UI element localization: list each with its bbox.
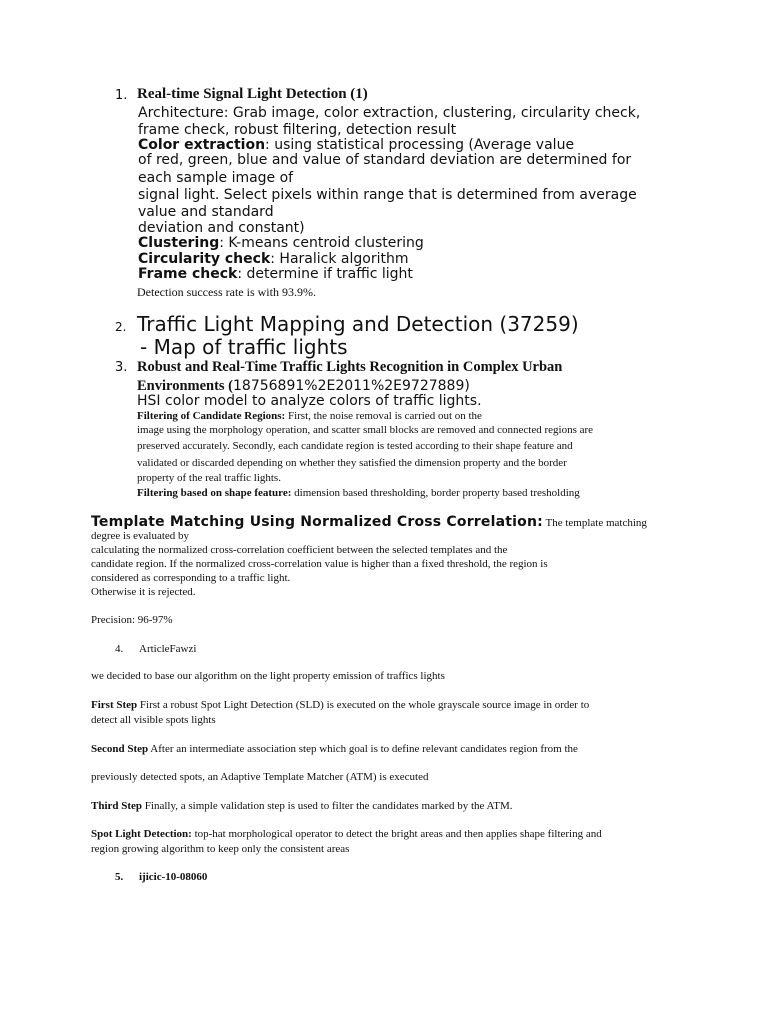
item-5-title: ijicic-10-08060 <box>139 871 208 883</box>
item-3-number: 3. <box>115 360 128 375</box>
item-1-number: 1. <box>115 88 128 103</box>
second-step: Second Step After an intermediate association step which goal is to define relevant candidates region from the <box>91 743 578 755</box>
item-3-filtering-line-4: validated or discarded depending on whether they satisfied the dimension property and the border <box>137 457 567 469</box>
item-1-clustering: Clustering: K-means centroid clustering <box>138 235 424 251</box>
template-line-4: candidate region. If the normalized cross-correlation value is higher than a fixed threshold, the region is <box>91 558 548 570</box>
item-1-color-line-6: deviation and constant) <box>138 220 305 236</box>
item-1-frame-check: Frame check: determine if traffic light <box>138 266 413 282</box>
item-1-color-line-5: value and standard <box>138 204 274 220</box>
item-5-number: 5. <box>115 871 124 883</box>
second-step-cont: previously detected spots, an Adaptive Template Matcher (ATM) is executed <box>91 771 429 783</box>
item-4-title: ArticleFawzi <box>139 643 197 655</box>
item-3-title: Robust and Real-Time Traffic Lights Recognition in Complex Urban <box>137 359 563 375</box>
first-step-cont: detect all visible spots lights <box>91 714 216 726</box>
precision: Precision: 96-97% <box>91 614 173 626</box>
item-2-subtitle: - Map of traffic lights <box>140 335 348 359</box>
template-line-3: calculating the normalized cross-correlation coefficient between the selected templates and the <box>91 544 508 556</box>
item-1-architecture-cont: frame check, robust filtering, detection result <box>138 122 457 138</box>
item-1-color-line-2: of red, green, blue and value of standard deviation are determined for <box>138 152 632 168</box>
item-3-filtering-line-3: preserved accurately. Secondly, each candidate region is tested according to their shape feature and <box>137 440 573 452</box>
item-1-color-line-3: each sample image of <box>138 170 294 186</box>
template-line-5: considered as corresponding to a traffic light. <box>91 572 291 584</box>
item-3-hsi: HSI color model to analyze colors of traffic lights. <box>137 393 482 409</box>
spot-light-detection: Spot Light Detection: top-hat morphological operator to detect the bright areas and then applies shape filtering and <box>91 828 602 840</box>
item-1-success-rate: Detection success rate is with 93.9%. <box>137 285 316 299</box>
item-1-architecture: Architecture: Grab image, color extraction, clustering, circularity check, <box>138 105 641 121</box>
item-1-circularity: Circularity check: Haralick algorithm <box>138 251 409 267</box>
item-1-color-extraction: Color extraction: using statistical processing (Average value <box>138 137 575 153</box>
item-3-filtering-line-5: property of the real traffic lights. <box>137 472 281 484</box>
third-step: Third Step Finally, a simple validation step is used to filter the candidates marked by the ATM. <box>91 800 513 812</box>
item-3-shape-filtering: Filtering based on shape feature: dimension based thresholding, border property based tresholding <box>137 487 580 499</box>
item-2-number: 2. <box>115 320 127 334</box>
item-3-filtering-line-2: image using the morphology operation, and scatter small blocks are removed and connected regions are <box>137 424 594 436</box>
item-1-title: Real-time Signal Light Detection (1) <box>137 86 368 102</box>
item-1-color-line-4: signal light. Select pixels within range that is determined from average <box>138 187 637 203</box>
item-3-title-cont: Environments (18756891%2E2011%2E9727889) <box>137 378 470 394</box>
template-line-6: Otherwise it is rejected. <box>91 586 196 598</box>
spot-light-detection-cont: region growing algorithm to keep only the consistent areas <box>91 843 350 855</box>
item-2-title: Traffic Light Mapping and Detection (37259) <box>137 312 579 336</box>
first-step: First Step First a robust Spot Light Detection (SLD) is executed on the whole grayscale source image in order to <box>91 699 590 711</box>
item-4-intro: we decided to base our algorithm on the light property emission of traffics lights <box>91 670 445 682</box>
template-line-2: degree is evaluated by <box>91 530 190 542</box>
item-3-filtering-candidates: Filtering of Candidate Regions: First, the noise removal is carried out on the <box>137 410 482 422</box>
template-matching-heading: Template Matching Using Normalized Cross Correlation: The template matching <box>91 514 647 530</box>
item-4-number: 4. <box>115 643 124 655</box>
